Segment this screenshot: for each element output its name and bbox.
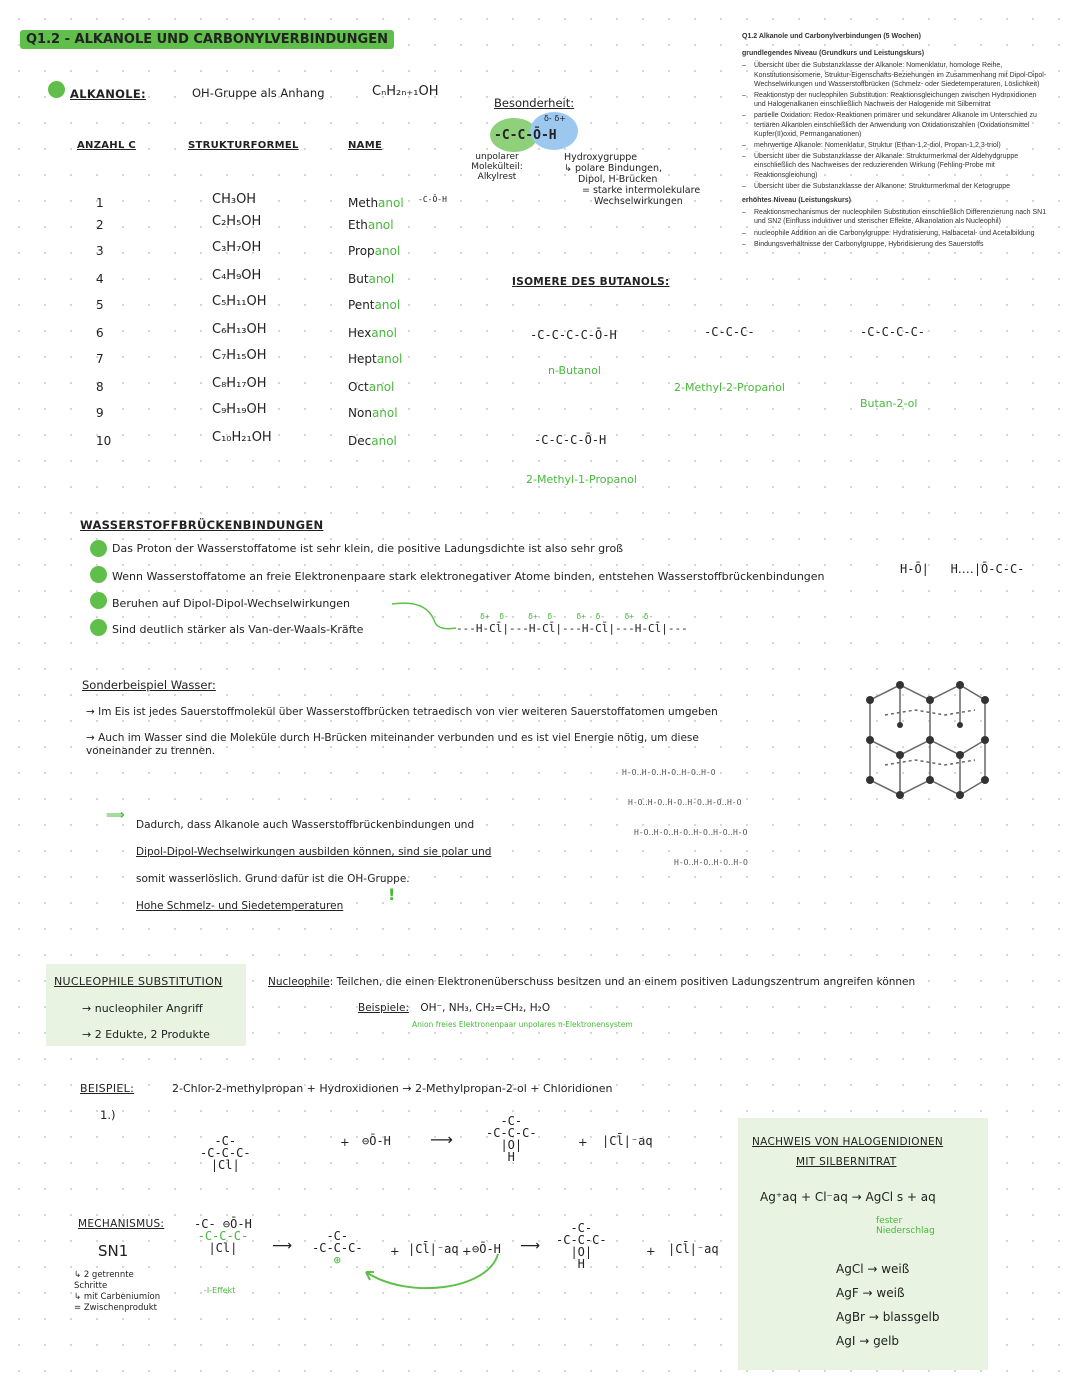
syllabus-item-text: mehrwertige Alkanole: Nomenklatur, Struktur (Ethan-1,2-diol, Propan-1,2,3-triol) [754,142,1001,150]
nucleo-box-point-2: → 2 Edukte, 2 Produkte [82,1028,210,1041]
bullet-dot [48,81,65,98]
chloride-ion: |Cl̄|⁻aq [602,1134,653,1148]
alkanol-name-stem: Meth [348,196,379,210]
col-anzahl-header: ANZAHL C [77,140,137,151]
syllabus-erh-title: erhöhtes Niveau (Leistungskurs) [742,197,851,205]
reaction-arrow: ⟶ [430,1130,453,1149]
isomere-title: ISOMERE DES BUTANOLS: [512,276,670,288]
hbruecken-point-4: Sind deutlich stärker als Van-der-Waals-Kräfte [112,623,364,636]
chloride-leaving: |Cl̄|⁻aq [408,1242,459,1256]
alkanol-name-suffix: anol [374,298,401,312]
alkanol-name-suffix: anol [371,326,397,340]
hydroxy-line-2: Dipol, H-Brücken [578,174,658,185]
attack-arrow [348,1250,508,1300]
alkanol-carbon-count: 7 [96,352,104,366]
reactant-structure: -C- -C-C-C- |Cl| [200,1134,251,1172]
syllabus-grund-title: grundlegendes Niveau (Grundkurs und Leistungskurs) [742,50,925,58]
alkanol-name [348,434,397,448]
dash-bullet: – [742,62,746,70]
alkanol-name-stem: Hept [348,352,377,366]
alkanol-formula: C₁₀H₂₁OH [212,430,272,445]
halide-formula: AgF [836,1286,859,1300]
carbenium-ion: -C- -C-C-C- ⊕ [312,1229,363,1267]
alkanole-label: ALKANOLE: [70,87,146,101]
alkanol-formula: C₂H₅OH [212,214,262,229]
syllabus-item [742,229,1047,238]
syllabus-item-text: nucleophile Addition an die Carbonylgruppe: Hydratisierung, Halbacetal- und Acetalbildung [754,229,1035,237]
nucleophile-def-text: : Teilchen, die einen Elektronenüberschuss besitzen und an einem positiven Ladungszentrum angreifen können [329,976,916,988]
isomer-name-4: 2-Methyl-1-Propanol [526,473,637,486]
alkanol-formula: C₄H₉OH [212,268,262,283]
alkanol-name [348,380,394,394]
alkanol-name-stem: Non [348,406,372,420]
syllabus-item-text: Reaktionstyp der nucleophilen Substitution: Reaktionsgleichungen zwischen Hydroxidionen und Halogenalkanen einschließlich Nachweis der Halogenide mit Silbernitrat [754,92,1037,109]
nucleophile-examples [358,1002,550,1014]
syllabus-item [742,141,1047,150]
mech-chloride: |Cl̄|⁻aq [668,1242,719,1256]
dash-bullet: – [742,142,746,150]
examples-text: OH⁻, NH₃, CH₂=CH₂, H₂O [420,1002,551,1014]
mech-note-2: ↳ mit Carbeniumion = Zwischenprodukt [74,1292,161,1313]
nucleophile-definition [268,976,915,988]
carbenium-chain: -C-C-C- [312,1241,363,1255]
syllabus-item-text: Übersicht über die Substanzklasse der Alkanone: Strukturmerkmal der Ketogruppe [754,182,1011,190]
alkanol-carbon-count: 4 [96,272,104,286]
alkanole-general-formula: CₙH₂ₙ₊₁OH [372,84,439,99]
halide-formula: AgCl [836,1262,864,1276]
syllabus-item-text: Übersicht über die Substanzklasse der Alkanale: Strukturmerkmal der Aldehydgruppe einschließlich des Nachweises der reduzierenden Wirkung (Fehling-Probe mit Reaktionsgleichung) [754,153,1019,179]
hbond-molecule: H-Ō| H‥‥|Ō-C-C- [900,562,1025,576]
ieffect-label: -I-Effekt [204,1286,236,1295]
col-name-header: NAME [348,140,383,151]
dash-bullet: – [742,182,746,190]
alkanol-name-suffix: anol [376,352,403,366]
dash-bullet: – [742,240,746,248]
syllabus-item [742,61,1047,89]
alkanol-name-stem: But [348,272,369,286]
plus-sign: + [646,1244,656,1258]
alkanole-desc: OH-Gruppe als Anhang [192,86,325,100]
hcl-chain-charges: δ+ δ- δ+ δ- δ+ δ- δ+ δ- [480,612,654,621]
syllabus-item-text: Reaktionsmechanismus der nucleophilen Substitution einschließlich Differenzierung nach SN1 und SN2 (Einfluss induktiver und sterischer Effekte, Alkanolation als Nucleophil) [754,209,1047,226]
mech-product: -C- -C-C-C- |O| H [556,1221,607,1271]
nucleo-box-title: NUCLEOPHILE SUBSTITUTION [54,975,223,988]
besonderheit-charges: δ- δ+ [544,114,566,123]
wasser-point-1: → Im Eis ist jedes Sauerstoffmolekül über Wasserstoffbrücken tetraedisch von vier weiteren Sauerstoffatomen umgeben [86,706,718,718]
syllabus-title: Q1.2 Alkanole und Carbonylverbindungen (5 Wochen) [742,33,921,40]
alkanol-name [348,196,404,210]
carbenium-charge: ⊕ [333,1253,341,1267]
arrow-icon: → [863,1262,882,1276]
halide-formula: AgBr [836,1310,865,1324]
beispiel-number: 1.) [100,1108,116,1122]
alkanol-name-suffix: anol [371,406,398,420]
hydroxy-line-1: ↳ polare Bindungen, [564,163,663,174]
alkanol-name-stem: Oct [348,380,369,394]
alkanol-name [348,406,398,420]
halide-color: gelb [873,1334,900,1348]
alkanol-formula: CH₃OH [212,192,257,207]
besonderheit-structure: -C-C-Ō-H [494,128,557,143]
alkanol-name-stem: Dec [348,434,372,448]
arrow-icon: → [865,1310,883,1324]
halide-color: weiß [876,1286,905,1300]
syllabus-item [742,208,1047,226]
hydroxide-ion: ⊖Ō-H [362,1134,391,1148]
mech-note-1: ↳ 2 getrennte Schritte [74,1270,134,1291]
isomer-name-1: n-Butanol [548,364,601,377]
product-chain: -C-C-C- [486,1126,537,1140]
isomer-structure-2: -C-C-C- [704,325,755,339]
alkanol-formula: C₈H₁₇OH [212,376,267,391]
syllabus-item-text: partielle Oxidation: Redox-Reaktionen primärer und sekundärer Alkanole im Unterschied zu tertiären Alkanolen einschließlich der Anwendung von Oxidationszahlen (Oxidationsmittel Kupfer(II)oxid, Permanganationen) [754,112,1037,138]
halide-row [836,1310,939,1324]
alkanol-name [348,218,394,232]
col-struktur-header: STRUKTURFORMEL [188,140,299,151]
halide-row [836,1286,905,1300]
alkanol-formula: C₅H₁₁OH [212,294,267,309]
halide-color: weiß [881,1262,910,1276]
conclusion-line-2: Dipol-Dipol-Wechselwirkungen ausbilden können, sind sie polar und [136,846,492,858]
mech-note [74,1270,166,1314]
halide-row [836,1262,909,1276]
water-hbond-row: H-O‥H-O‥H-O‥H-O‥H-O‥H-O [634,828,748,837]
alkanol-formula: C₉H₁₉OH [212,402,267,417]
arrow-icon: → [858,1286,877,1300]
nucleo-box-text-2: 2 Edukte, 2 Produkte [94,1028,210,1041]
alkanol-name-suffix: anol [368,272,395,286]
isomer-structure-1: -C-C-C-C-Ō-H [530,328,617,342]
connector-arrow [390,600,460,636]
alkanol-carbon-count: 8 [96,380,104,394]
hydroxy-line-3: = starke intermolekulare [582,185,701,196]
mech-oh: ⊖Ō-H [222,1217,252,1231]
hbruecken-title: WASSERSTOFFBRÜCKENBINDUNGEN [80,518,324,532]
beispiel-label: BEISPIEL: [80,1082,135,1095]
nucleo-box-text-1: nucleophiler Angriff [94,1002,203,1015]
bullet-dot [90,540,107,557]
alkanol-carbon-count: 3 [96,244,104,258]
mech-arrow-1: ⟶ [272,1238,293,1254]
water-hbond-row: H-O‥H-O‥H-O‥H-O‥H-O‥H-O [628,798,742,807]
plus-sign: + [390,1244,400,1258]
conclusion-line-4: Hohe Schmelz- und Siedetemperaturen [136,900,344,912]
syllabus-item [742,240,1047,249]
syllabus-item [742,152,1047,180]
alkanol-name-stem: Eth [348,218,368,232]
plus-sign: + [462,1244,472,1258]
alkanol-name-suffix: anol [367,218,394,232]
alkanol-name [348,298,400,312]
syllabus-item-text: Übersicht über die Substanzklasse der Alkanole: Nomenklatur, homologe Reihe, Konstitutionsisomerie, Struktur-Eigenschafts-Beziehungen im Zusammenhang mit Dipol-Dipol-Wechselwirkungen und Wasserstoffbrücken (Schmelz- oder Siedetemperaturen, Löslichkeit) [754,62,1047,88]
wasser-title: Sonderbeispiel Wasser: [82,678,216,692]
alkanol-carbon-count: 5 [96,298,104,312]
alkanol-name-suffix: anol [371,434,397,448]
halide-color: blassgelb [882,1310,940,1324]
hbruecken-point-3: Beruhen auf Dipol-Dipol-Wechselwirkungen [112,597,351,610]
alkanol-name-suffix: anol [378,196,404,210]
bullet-dot [90,566,107,583]
water-hbond-row: H-O‥H-O‥H-O‥H-O [674,858,748,867]
alkanol-name [348,244,400,258]
examples-notes: Anion freies Elektronenpaar unpolares π-Elektronensystem [412,1020,633,1029]
syllabus-item [742,91,1047,109]
alkanol-carbon-count: 1 [96,196,104,210]
alkanol-carbon-count: 9 [96,406,104,420]
halide-formula: AgI [836,1334,856,1348]
dash-bullet: – [742,209,746,217]
nachweis-title-2: MIT SILBERNITRAT [796,1156,897,1168]
alkanol-carbon-count: 6 [96,326,104,340]
isomer-name-2: 2-Methyl-2-Propanol [674,381,785,394]
ice-lattice-illustration [850,670,1000,810]
isomer-structure-3: -C-C-C-C- [860,325,926,339]
syllabus-erh-list [742,208,1047,249]
alkanol-name-suffix: anol [368,380,395,394]
wasser-text-1: Im Eis ist jedes Sauerstoffmolekül über Wasserstoffbrücken tetraedisch von vier weiteren Sauerstoffatomen umgeben [98,706,718,718]
isomer-structure-4: -C-C-C-Ō-H [534,433,607,447]
syllabus-block [742,32,1047,251]
alkanol-name-stem: Pent [348,298,375,312]
product-structure: -C- -C-C-C- |O| H [486,1114,537,1164]
syllabus-item [742,111,1047,139]
dash-bullet: – [742,153,746,161]
alkanol-name [348,326,397,340]
mechanismus-label: MECHANISMUS: [78,1218,165,1230]
mech-arrow-2: ⟶ [520,1238,541,1254]
hydroxy-title: Hydroxygruppe [564,152,638,163]
alkanol-name [348,352,402,366]
mech-product-chain: -C-C-C- [556,1233,607,1247]
alkanol-carbon-count: 10 [96,434,112,448]
nucleophile-label: Nucleophile [268,976,330,988]
water-hbond-row: H-O‥H-O‥H-O‥H-O‥H-O [622,768,716,777]
page-title: Q1.2 - ALKANOLE UND CARBONYLVERBINDUNGEN [20,30,394,49]
alkanol-name [348,272,394,286]
hbruecken-point-1: Das Proton der Wasserstoffatome ist sehr klein, die positive Ladungsdichte ist also sehr groß [112,542,624,555]
conclusion-line-3: somit wasserlöslich. Grund dafür ist die OH-Gruppe. [136,873,410,885]
dash-bullet: – [742,92,746,100]
sn1-label: SN1 [98,1242,129,1260]
conclusion-line-1: Dadurch, dass Alkanole auch Wasserstoffbrückenbindungen und [136,819,475,831]
alkanol-carbon-count: 2 [96,218,104,232]
wasser-text-2: Auch im Wasser sind die Moleküle durch H-Brücken miteinander verbunden und es ist viel Energie nötig, um diese voneinander zu trennen. [86,732,699,757]
hydroxy-line-4: Wechselwirkungen [594,196,683,207]
arrow-icon: → [855,1334,874,1348]
isomer-name-3: Butan-2-ol [860,397,918,410]
alkanol-formula: C₆H₁₃OH [212,322,267,337]
unpolar-note: unpolarer Molekülteil: Alkylrest [471,152,523,182]
alkanol-formula: C₇H₁₅OH [212,348,267,363]
reactant-chain: -C-C-C- [200,1146,251,1160]
wasser-point-2: → Auch im Wasser sind die Moleküle durch H-Brücken miteinander verbunden und es ist viel Energie nötig, um diese voneinander zu trennen. [86,732,699,757]
nucleo-box-point-1: → nucleophiler Angriff [82,1002,203,1015]
halide-row [836,1334,899,1348]
alkanol-formula: C₃H₇OH [212,240,262,255]
hydroxide-attack: ⊖Ō-H [472,1242,501,1256]
mech-chain-1: -C-C-C- [197,1229,249,1243]
nachweis-equation: Ag⁺aq + Cl⁻aq → AgCl s + aq [760,1190,936,1204]
examples-label: Beispiele: [358,1002,410,1014]
precipitate-note: fester Niederschlag [876,1216,935,1236]
hydroxy-note [564,152,700,207]
besonderheit-label: Besonderheit: [494,96,575,110]
dash-bullet: – [742,229,746,237]
syllabus-item-text: Bindungsverhältnisse der Carbonylgruppe, Hybridisierung des Sauerstoffs [754,240,984,248]
nachweis-title-1: NACHWEIS VON HALOGENIDIONEN [752,1136,944,1148]
plus-sign: + [340,1135,350,1149]
syllabus-item [742,182,1047,191]
alkanol-name-suffix: anol [374,244,401,258]
methanol-structure: -C-Ō-H [418,195,447,204]
hbruecken-point-2: Wenn Wasserstoffatome an freie Elektronenpaare stark elektronegativer Atome binden, entstehen Wasserstoffbrückenbindungen [112,570,825,583]
plus-sign: + [578,1135,588,1149]
beispiel-equation: 2-Chlor-2-methylpropan + Hydroxidionen → 2-Methylpropan-2-ol + Chloridionen [172,1082,613,1095]
alkanol-name-stem: Prop [348,244,375,258]
conclusion-block [136,812,491,920]
syllabus-grund-list [742,61,1047,191]
alkanol-name-stem: Hex [348,326,372,340]
hcl-chain: ---H-Cl̄|---H-Cl̄|---H-Cl̄|---H-Cl̄|--- [456,622,688,635]
dash-bullet: – [742,112,746,120]
exclamation-mark: ! [388,885,396,904]
mech-step-1: -C- ⊖Ō-H -C-C-C- |Cl| [194,1217,252,1255]
bullet-dot [90,592,107,609]
conclusion-arrow: ⟹ [106,808,125,823]
bullet-dot [90,619,107,636]
